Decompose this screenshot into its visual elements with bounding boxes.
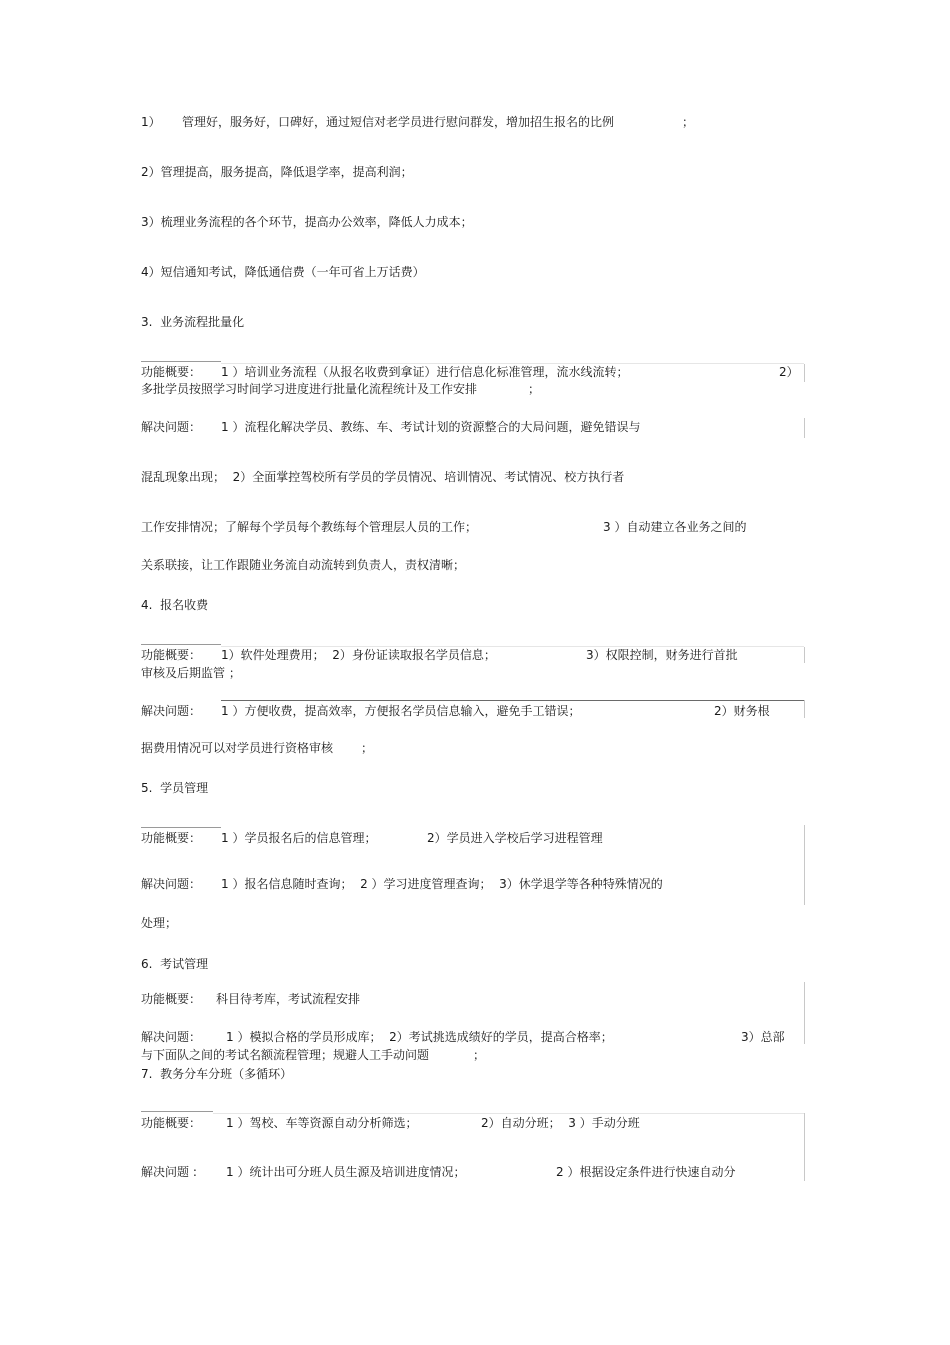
section-6-heading: 6. 考试管理: [141, 957, 209, 971]
section-7-overview: 1 ）驾校、车等资源自动分析筛选；: [226, 1116, 418, 1130]
section-7-overview-right: 2）自动分班； 3 ）手动分班: [481, 1116, 640, 1130]
table-border: [804, 647, 805, 663]
divider: [221, 700, 804, 701]
divider: [141, 361, 221, 362]
intro-item-1-text: 管理好，服务好，口碑好，通过短信对老学员进行慰问群发，增加招生报名的比例: [182, 115, 615, 129]
table-border: [804, 418, 805, 438]
section-7-heading: 7. 教务分车分班（多循环）: [141, 1067, 293, 1081]
section-4-problem: 1 ）方便收费，提高效率，方便报名学员信息输入，避免手工错误；: [221, 704, 581, 718]
table-border: [804, 1113, 805, 1181]
section-3-problem-line2: 混乱现象出现； 2）全面掌控驾校所有学员的学员情况、培训情况、考试情况、校方执行者: [141, 470, 625, 484]
section-3-overview-line2: 多批学员按照学习时间学习进度进行批量化流程统计及工作安排: [141, 382, 478, 396]
section-3-overview-label: 功能概要：: [141, 365, 202, 379]
section-3-overview-right: 2）: [779, 365, 799, 379]
section-5-problem-label: 解决问题：: [141, 877, 202, 891]
table-border: [221, 646, 804, 647]
section-4-problem-label: 解决问题：: [141, 704, 202, 718]
section-3-problem-label: 解决问题：: [141, 420, 202, 434]
section-4-overview: 1）软件处理费用； 2）身份证读取报名学员信息；: [221, 648, 496, 662]
section-4-overview-label: 功能概要：: [141, 648, 202, 662]
divider: [141, 1111, 213, 1112]
section-6-problem-label: 解决问题：: [141, 1030, 202, 1044]
section-3-problem-line3-right: 3 ）自动建立各业务之间的: [603, 520, 747, 534]
section-3-overview-tail: ；: [528, 382, 541, 396]
section-4-problem-tail: ；: [361, 741, 374, 755]
table-border: [213, 1113, 804, 1114]
section-6-problem: 1 ）模拟合格的学员形成库； 2）考试挑选成绩好的学员，提高合格率；: [226, 1030, 613, 1044]
section-4-problem-right: 2）财务根: [714, 704, 770, 718]
section-3-overview: 1 ）培训业务流程（从报名收费到拿证）进行信息化标准管理，流水线流转；: [221, 365, 629, 379]
table-border: [804, 825, 805, 905]
divider: [141, 644, 221, 645]
section-6-problem-right: 3）总部: [741, 1030, 785, 1044]
section-5-heading: 5. 学员管理: [141, 781, 209, 795]
intro-item-3: 3）梳理业务流程的各个环节，提高办公效率，降低人力成本；: [141, 215, 473, 229]
section-7-problem: 1 ）统计出可分班人员生源及培训进度情况；: [226, 1165, 466, 1179]
section-6-overview-label: 功能概要：: [141, 992, 202, 1006]
section-5-overview-label: 功能概要：: [141, 831, 202, 845]
table-border: [804, 982, 805, 1044]
section-4-overview-right: 3）权限控制，财务进行首批: [586, 648, 738, 662]
section-3-problem-line4: 关系联接，让工作跟随业务流自动流转到负责人，责权清晰；: [141, 558, 466, 572]
section-6-overview: 科目待考库，考试流程安排: [216, 992, 361, 1006]
section-7-overview-label: 功能概要：: [141, 1116, 202, 1130]
section-3-problem: 1 ）流程化解决学员、教练、车、考试计划的资源整合的大局问题，避免错误与: [221, 420, 641, 434]
section-4-problem-line2: 据费用情况可以对学员进行资格审核: [141, 741, 334, 755]
table-border: [804, 700, 805, 718]
section-5-problem: 1 ）报名信息随时查询； 2 ）学习进度管理查询； 3）休学退学等各种特殊情况的: [221, 877, 663, 891]
section-3-heading: 3. 业务流程批量化: [141, 315, 245, 329]
section-5-overview-right: 2）学员进入学校后学习进程管理: [427, 831, 603, 845]
section-5-problem-line2: 处理；: [141, 916, 178, 930]
divider: [141, 827, 221, 828]
intro-item-2: 2）管理提高，服务提高，降低退学率，提高利润；: [141, 165, 413, 179]
intro-item-1-number: 1）: [141, 115, 161, 129]
section-3-problem-line3: 工作安排情况；了解每个学员每个教练每个管理层人员的工作；: [141, 520, 478, 534]
table-border: [804, 364, 805, 382]
section-6-problem-tail: ；: [473, 1048, 486, 1062]
intro-item-1-tail: ；: [682, 115, 695, 129]
section-7-problem-label: 解决问题 :: [141, 1165, 197, 1179]
section-4-overview-line2: 审核及后期监管 ；: [141, 666, 241, 680]
section-4-heading: 4. 报名收费: [141, 598, 209, 612]
table-border: [221, 363, 804, 364]
section-7-problem-right: 2 ）根据设定条件进行快速自动分: [556, 1165, 736, 1179]
section-6-problem-line2: 与下面队之间的考试名额流程管理；规避人工手动问题: [141, 1048, 430, 1062]
intro-item-4: 4）短信通知考试，降低通信费（一年可省上万话费）: [141, 265, 425, 279]
section-5-overview: 1 ）学员报名后的信息管理；: [221, 831, 377, 845]
